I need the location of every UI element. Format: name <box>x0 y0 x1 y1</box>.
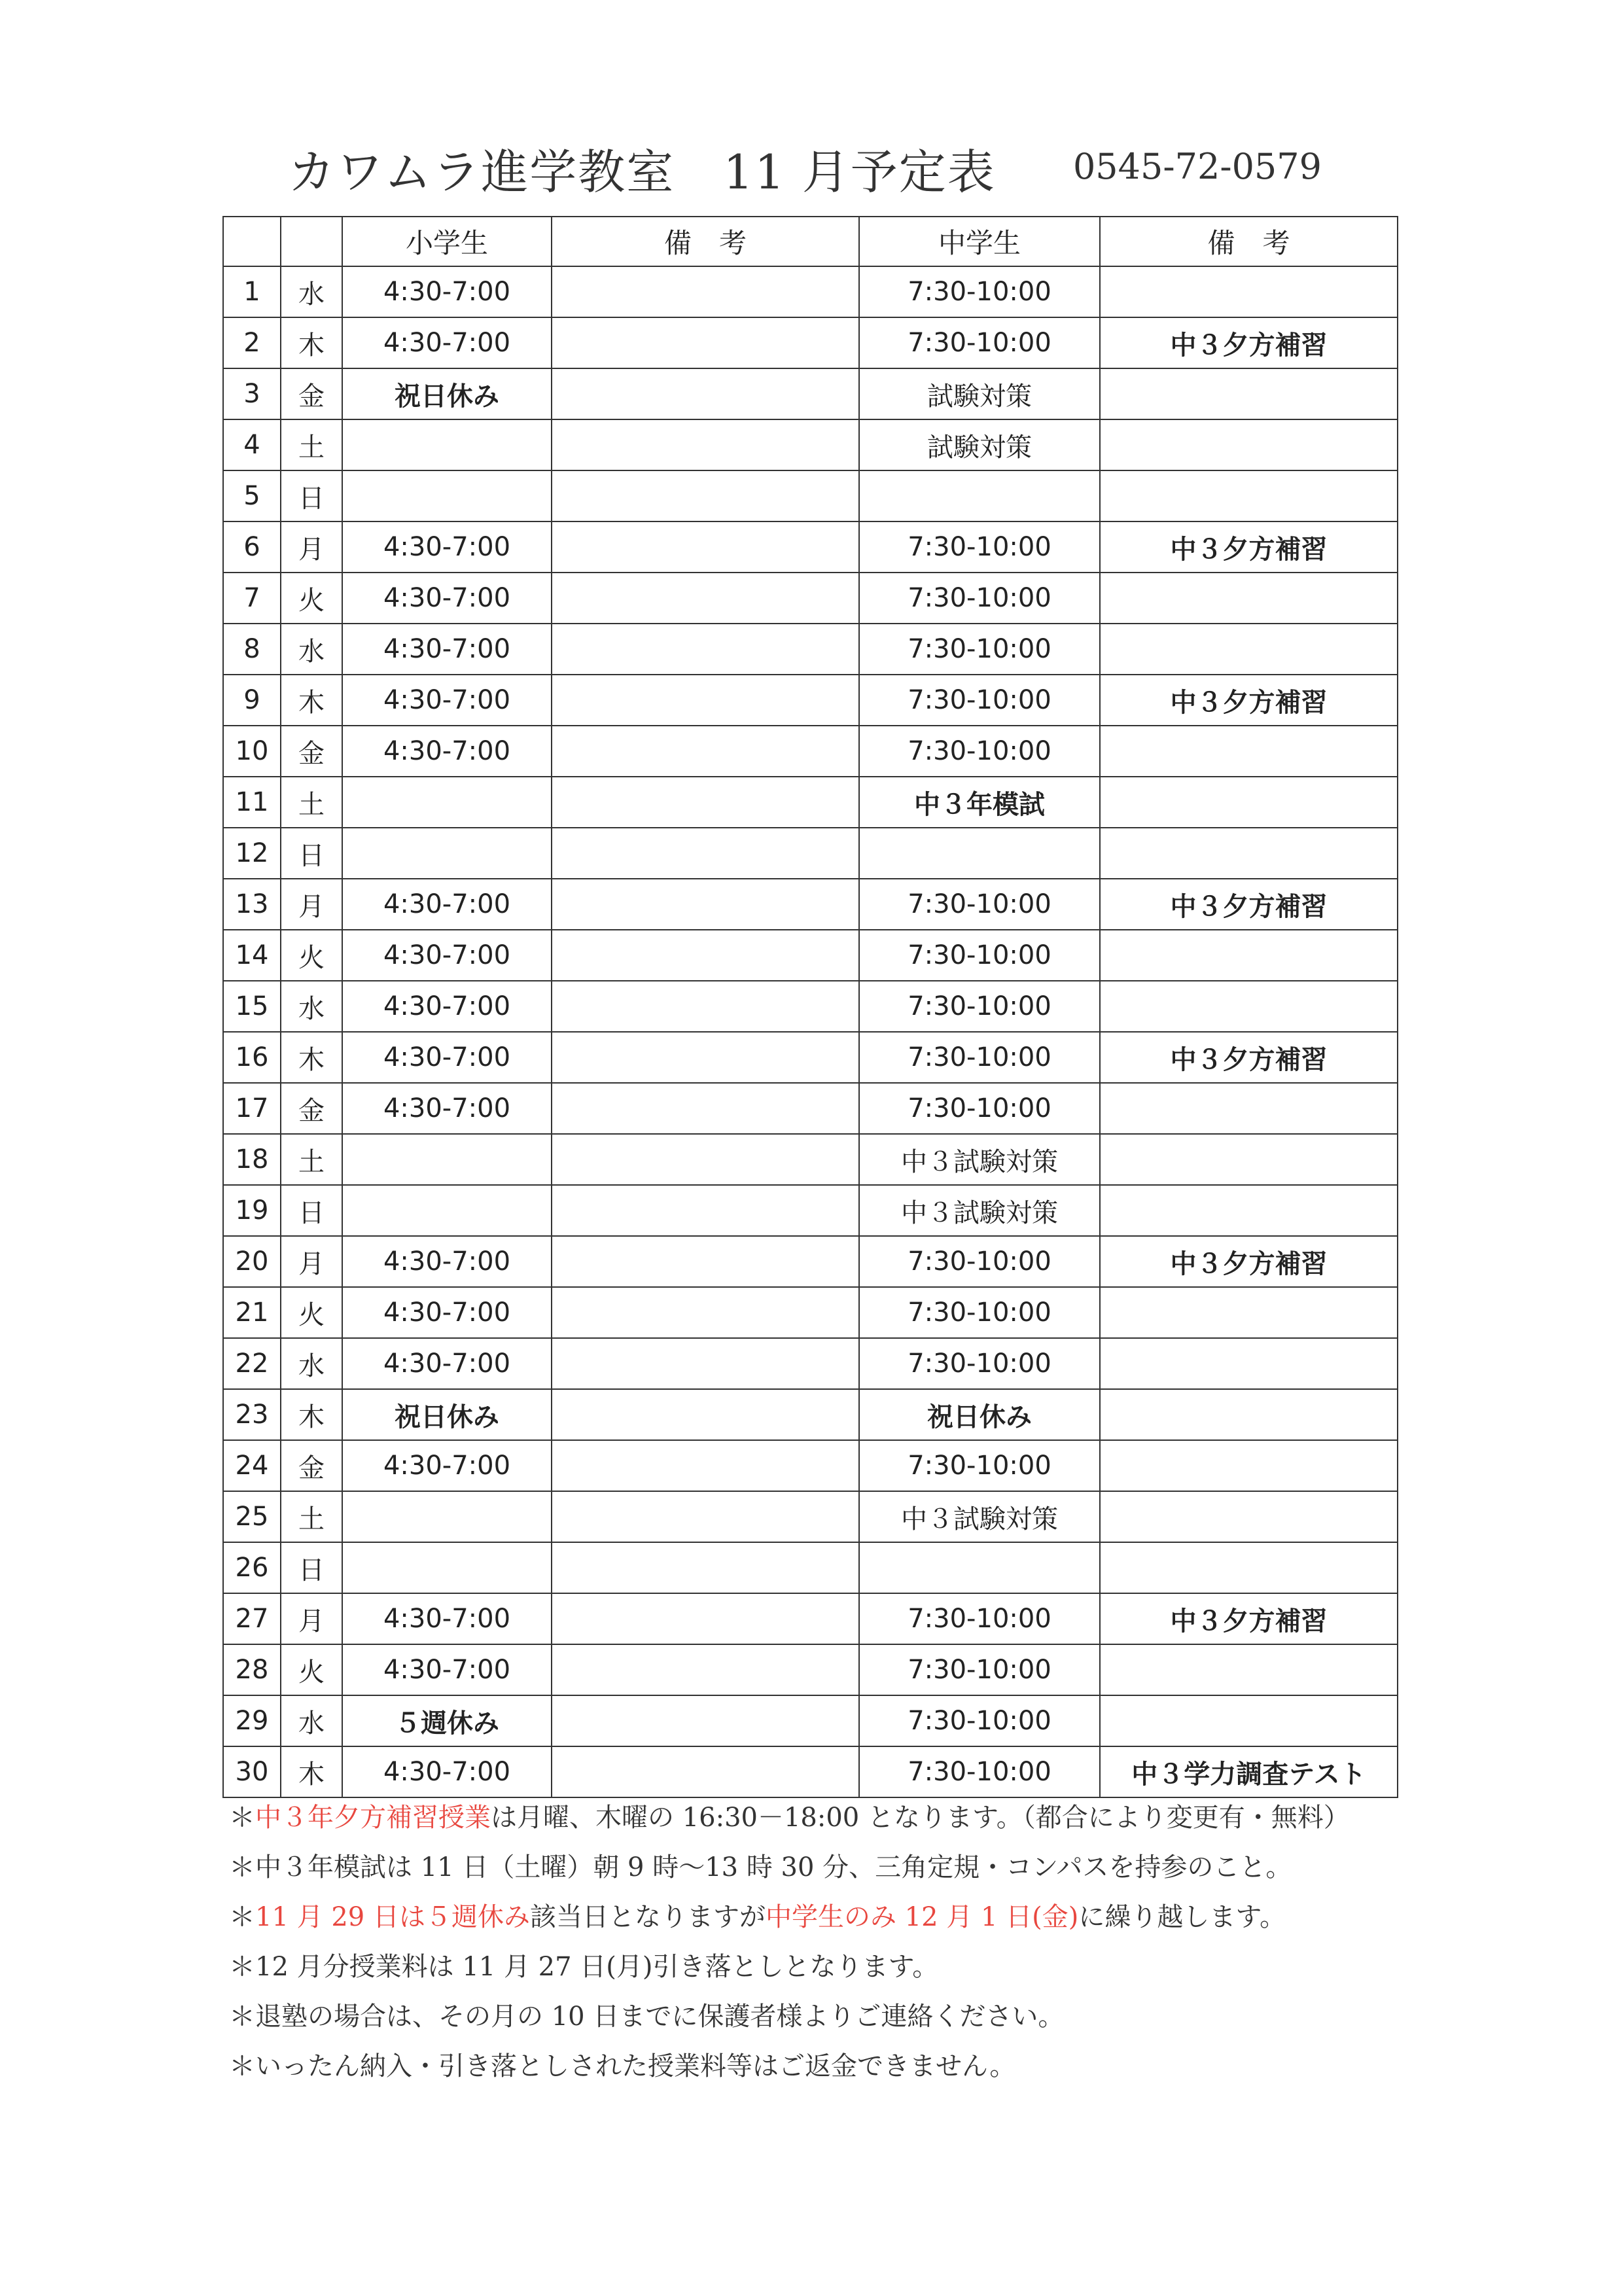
table-row <box>223 1746 1398 1797</box>
weekday-cell: 金 <box>281 368 342 419</box>
junior-high-note-cell <box>1100 573 1398 624</box>
junior-high-cell: 7:30-10:00 <box>859 317 1100 368</box>
table-row <box>223 1032 1398 1083</box>
note-line <box>229 2041 1407 2091</box>
day-cell: 11 <box>223 777 281 828</box>
junior-high-note-cell <box>1100 368 1398 419</box>
weekday-cell: 金 <box>281 1083 342 1134</box>
day-cell: 26 <box>223 1542 281 1593</box>
weekday-cell: 月 <box>281 1593 342 1644</box>
table-row <box>223 930 1398 981</box>
junior-high-note-cell: 中３夕方補習 <box>1100 675 1398 726</box>
header-junior-high: 中学生 <box>859 217 1100 266</box>
note-line <box>229 1793 1407 1843</box>
junior-high-cell: 中３試験対策 <box>859 1134 1100 1185</box>
junior-high-cell: 試験対策 <box>859 368 1100 419</box>
weekday-cell: 土 <box>281 419 342 470</box>
elementary-note-cell <box>552 1542 859 1593</box>
header-junior-high-notes: 備 考 <box>1100 217 1398 266</box>
elementary-cell: 4:30-7:00 <box>342 675 552 726</box>
table-header-row <box>223 217 1398 266</box>
elementary-note-cell <box>552 726 859 777</box>
elementary-cell: 4:30-7:00 <box>342 930 552 981</box>
elementary-cell: 4:30-7:00 <box>342 1440 552 1491</box>
note-text: ＊ <box>229 1902 255 1932</box>
day-cell: 15 <box>223 981 281 1032</box>
elementary-cell: 4:30-7:00 <box>342 726 552 777</box>
junior-high-note-cell <box>1100 1134 1398 1185</box>
table-row <box>223 317 1398 368</box>
junior-high-cell: 7:30-10:00 <box>859 930 1100 981</box>
weekday-cell: 日 <box>281 1542 342 1593</box>
elementary-note-cell <box>552 573 859 624</box>
day-cell: 19 <box>223 1185 281 1236</box>
junior-high-note-cell: 中３夕方補習 <box>1100 521 1398 573</box>
weekday-cell: 木 <box>281 1746 342 1797</box>
day-cell: 13 <box>223 879 281 930</box>
elementary-cell: 4:30-7:00 <box>342 1083 552 1134</box>
junior-high-note-cell <box>1100 930 1398 981</box>
weekday-cell: 土 <box>281 777 342 828</box>
junior-high-note-cell <box>1100 1644 1398 1695</box>
elementary-cell: 4:30-7:00 <box>342 624 552 675</box>
table-row <box>223 1389 1398 1440</box>
header-day <box>223 217 281 266</box>
note-line <box>229 1843 1407 1892</box>
table-row <box>223 1491 1398 1542</box>
elementary-note-cell <box>552 1695 859 1746</box>
elementary-note-cell <box>552 470 859 521</box>
junior-high-cell: 7:30-10:00 <box>859 624 1100 675</box>
junior-high-note-cell <box>1100 419 1398 470</box>
schedule-table <box>222 216 1398 1798</box>
weekday-cell: 水 <box>281 981 342 1032</box>
day-cell: 2 <box>223 317 281 368</box>
junior-high-cell <box>859 470 1100 521</box>
elementary-cell <box>342 1185 552 1236</box>
elementary-note-cell <box>552 981 859 1032</box>
elementary-cell: 4:30-7:00 <box>342 1287 552 1338</box>
note-highlight: 11 月 29 日は５週休み <box>255 1902 530 1932</box>
weekday-cell: 金 <box>281 726 342 777</box>
junior-high-cell: 中３試験対策 <box>859 1491 1100 1542</box>
table-row <box>223 1083 1398 1134</box>
elementary-note-cell <box>552 1134 859 1185</box>
elementary-cell: 祝日休み <box>342 1389 552 1440</box>
junior-high-cell: 7:30-10:00 <box>859 1644 1100 1695</box>
junior-high-cell: 7:30-10:00 <box>859 726 1100 777</box>
day-cell: 25 <box>223 1491 281 1542</box>
elementary-note-cell <box>552 1491 859 1542</box>
weekday-cell: 火 <box>281 573 342 624</box>
note-text: は月曜、木曜の 16:30－18:00 となります。（都合により変更有・無料） <box>491 1803 1350 1833</box>
junior-high-cell: 7:30-10:00 <box>859 1593 1100 1644</box>
table-row <box>223 828 1398 879</box>
junior-high-note-cell <box>1100 1389 1398 1440</box>
junior-high-note-cell <box>1100 726 1398 777</box>
notes-section <box>229 1793 1407 2091</box>
weekday-cell: 月 <box>281 879 342 930</box>
note-text: ＊12 月分授業料は 11 月 27 日(月)引き落としとなります。 <box>229 1952 939 1982</box>
elementary-cell: 4:30-7:00 <box>342 573 552 624</box>
table-row <box>223 1236 1398 1287</box>
day-cell: 3 <box>223 368 281 419</box>
elementary-cell: 祝日休み <box>342 368 552 419</box>
weekday-cell: 金 <box>281 1440 342 1491</box>
note-highlight: 中３年夕方補習授業 <box>255 1803 491 1833</box>
weekday-cell: 火 <box>281 1287 342 1338</box>
elementary-cell <box>342 828 552 879</box>
weekday-cell: 日 <box>281 470 342 521</box>
day-cell: 28 <box>223 1644 281 1695</box>
junior-high-note-cell: 中３夕方補習 <box>1100 1032 1398 1083</box>
elementary-note-cell <box>552 1185 859 1236</box>
elementary-cell <box>342 777 552 828</box>
elementary-cell <box>342 1134 552 1185</box>
elementary-cell <box>342 1491 552 1542</box>
weekday-cell: 木 <box>281 317 342 368</box>
elementary-cell: 4:30-7:00 <box>342 981 552 1032</box>
elementary-note-cell <box>552 930 859 981</box>
day-cell: 4 <box>223 419 281 470</box>
day-cell: 16 <box>223 1032 281 1083</box>
elementary-cell: 4:30-7:00 <box>342 1338 552 1389</box>
weekday-cell: 日 <box>281 1185 342 1236</box>
elementary-cell <box>342 470 552 521</box>
elementary-cell: 4:30-7:00 <box>342 1032 552 1083</box>
table-row <box>223 521 1398 573</box>
elementary-note-cell <box>552 1389 859 1440</box>
table-row <box>223 1542 1398 1593</box>
table-row <box>223 1338 1398 1389</box>
elementary-note-cell <box>552 1746 859 1797</box>
day-cell: 7 <box>223 573 281 624</box>
junior-high-cell: 7:30-10:00 <box>859 1236 1100 1287</box>
junior-high-note-cell <box>1100 470 1398 521</box>
junior-high-cell: 7:30-10:00 <box>859 266 1100 317</box>
day-cell: 27 <box>223 1593 281 1644</box>
table-row <box>223 1185 1398 1236</box>
weekday-cell: 木 <box>281 1032 342 1083</box>
note-line <box>229 1892 1407 1942</box>
note-text: に繰り越します。 <box>1078 1902 1286 1932</box>
weekday-cell: 木 <box>281 1389 342 1440</box>
day-cell: 20 <box>223 1236 281 1287</box>
page-header <box>288 134 1361 206</box>
junior-high-note-cell <box>1100 1185 1398 1236</box>
weekday-cell: 火 <box>281 930 342 981</box>
note-line <box>229 1992 1407 2041</box>
elementary-note-cell <box>552 1644 859 1695</box>
day-cell: 23 <box>223 1389 281 1440</box>
weekday-cell: 土 <box>281 1134 342 1185</box>
junior-high-note-cell: 中３夕方補習 <box>1100 879 1398 930</box>
junior-high-note-cell <box>1100 266 1398 317</box>
junior-high-cell: 7:30-10:00 <box>859 521 1100 573</box>
junior-high-note-cell <box>1100 777 1398 828</box>
junior-high-note-cell <box>1100 1083 1398 1134</box>
weekday-cell: 水 <box>281 624 342 675</box>
elementary-note-cell <box>552 879 859 930</box>
junior-high-note-cell <box>1100 1440 1398 1491</box>
day-cell: 17 <box>223 1083 281 1134</box>
junior-high-cell: 7:30-10:00 <box>859 675 1100 726</box>
elementary-note-cell <box>552 521 859 573</box>
junior-high-cell: 7:30-10:00 <box>859 1338 1100 1389</box>
elementary-cell: 4:30-7:00 <box>342 1236 552 1287</box>
day-cell: 5 <box>223 470 281 521</box>
day-cell: 29 <box>223 1695 281 1746</box>
elementary-cell: ５週休み <box>342 1695 552 1746</box>
junior-high-cell: 7:30-10:00 <box>859 1440 1100 1491</box>
table-row <box>223 1134 1398 1185</box>
elementary-cell: 4:30-7:00 <box>342 1644 552 1695</box>
note-highlight: 中学生のみ 12 月 1 日(金) <box>765 1902 1079 1932</box>
table-row <box>223 777 1398 828</box>
junior-high-cell: 7:30-10:00 <box>859 1695 1100 1746</box>
junior-high-cell: 祝日休み <box>859 1389 1100 1440</box>
day-cell: 21 <box>223 1287 281 1338</box>
junior-high-cell: 7:30-10:00 <box>859 1032 1100 1083</box>
table-row <box>223 1287 1398 1338</box>
junior-high-note-cell: 中３夕方補習 <box>1100 1236 1398 1287</box>
note-text: ＊中３年模試は 11 日（土曜）朝 9 時～13 時 30 分、三角定規・コンパスを持参のこと。 <box>229 1852 1292 1882</box>
junior-high-note-cell <box>1100 1287 1398 1338</box>
elementary-note-cell <box>552 368 859 419</box>
elementary-note-cell <box>552 1440 859 1491</box>
junior-high-note-cell <box>1100 1338 1398 1389</box>
table-row <box>223 981 1398 1032</box>
table-row <box>223 675 1398 726</box>
table-row <box>223 368 1398 419</box>
elementary-note-cell <box>552 1236 859 1287</box>
weekday-cell: 木 <box>281 675 342 726</box>
day-cell: 22 <box>223 1338 281 1389</box>
junior-high-cell: 中３試験対策 <box>859 1185 1100 1236</box>
table-row <box>223 419 1398 470</box>
day-cell: 6 <box>223 521 281 573</box>
header-elementary: 小学生 <box>342 217 552 266</box>
header-elementary-notes: 備 考 <box>552 217 859 266</box>
elementary-cell: 4:30-7:00 <box>342 266 552 317</box>
day-cell: 14 <box>223 930 281 981</box>
junior-high-cell: 7:30-10:00 <box>859 879 1100 930</box>
table-row <box>223 573 1398 624</box>
junior-high-note-cell <box>1100 1542 1398 1593</box>
elementary-note-cell <box>552 624 859 675</box>
day-cell: 24 <box>223 1440 281 1491</box>
elementary-cell: 4:30-7:00 <box>342 879 552 930</box>
day-cell: 1 <box>223 266 281 317</box>
table-row <box>223 624 1398 675</box>
elementary-cell: 4:30-7:00 <box>342 1746 552 1797</box>
weekday-cell: 土 <box>281 1491 342 1542</box>
elementary-note-cell <box>552 1032 859 1083</box>
elementary-cell <box>342 419 552 470</box>
elementary-note-cell <box>552 777 859 828</box>
day-cell: 30 <box>223 1746 281 1797</box>
junior-high-note-cell <box>1100 624 1398 675</box>
weekday-cell: 月 <box>281 1236 342 1287</box>
note-text: ＊いったん納入・引き落としされた授業料等はご返金できません。 <box>229 2051 1016 2081</box>
elementary-note-cell <box>552 1338 859 1389</box>
day-cell: 18 <box>223 1134 281 1185</box>
elementary-note-cell <box>552 675 859 726</box>
table-row <box>223 879 1398 930</box>
note-line <box>229 1942 1407 1992</box>
table-row <box>223 1593 1398 1644</box>
junior-high-note-cell <box>1100 981 1398 1032</box>
junior-high-note-cell <box>1100 1491 1398 1542</box>
junior-high-cell: 7:30-10:00 <box>859 573 1100 624</box>
day-cell: 12 <box>223 828 281 879</box>
junior-high-cell <box>859 828 1100 879</box>
elementary-note-cell <box>552 1593 859 1644</box>
page-title: カワムラ進学教室 11 月予定表 <box>288 145 996 200</box>
elementary-note-cell <box>552 828 859 879</box>
weekday-cell: 水 <box>281 1338 342 1389</box>
table-row <box>223 470 1398 521</box>
elementary-note-cell <box>552 317 859 368</box>
elementary-cell: 4:30-7:00 <box>342 1593 552 1644</box>
elementary-cell: 4:30-7:00 <box>342 317 552 368</box>
weekday-cell: 火 <box>281 1644 342 1695</box>
junior-high-note-cell <box>1100 1695 1398 1746</box>
note-text: ＊退塾の場合は、その月の 10 日までに保護者様よりご連絡ください。 <box>229 2002 1065 2032</box>
day-cell: 9 <box>223 675 281 726</box>
table-row <box>223 1695 1398 1746</box>
junior-high-note-cell <box>1100 828 1398 879</box>
junior-high-cell <box>859 1542 1100 1593</box>
phone-number: 0545-72-0579 <box>1072 146 1322 187</box>
weekday-cell: 日 <box>281 828 342 879</box>
elementary-note-cell <box>552 419 859 470</box>
junior-high-cell: 7:30-10:00 <box>859 1746 1100 1797</box>
day-cell: 10 <box>223 726 281 777</box>
table-row <box>223 1440 1398 1491</box>
weekday-cell: 水 <box>281 1695 342 1746</box>
schedule-body <box>223 266 1398 1797</box>
junior-high-cell: 7:30-10:00 <box>859 981 1100 1032</box>
note-text: ＊ <box>229 1803 255 1833</box>
weekday-cell: 水 <box>281 266 342 317</box>
elementary-note-cell <box>552 1083 859 1134</box>
junior-high-cell: 7:30-10:00 <box>859 1287 1100 1338</box>
junior-high-note-cell: 中３夕方補習 <box>1100 1593 1398 1644</box>
junior-high-cell: 試験対策 <box>859 419 1100 470</box>
elementary-cell: 4:30-7:00 <box>342 521 552 573</box>
table-row <box>223 1644 1398 1695</box>
day-cell: 8 <box>223 624 281 675</box>
note-text: 該当日となりますが <box>529 1902 766 1932</box>
header-weekday <box>281 217 342 266</box>
junior-high-note-cell: 中３学力調査テスト <box>1100 1746 1398 1797</box>
junior-high-cell: 中３年模試 <box>859 777 1100 828</box>
elementary-note-cell <box>552 1287 859 1338</box>
elementary-cell <box>342 1542 552 1593</box>
weekday-cell: 月 <box>281 521 342 573</box>
table-row <box>223 726 1398 777</box>
junior-high-cell: 7:30-10:00 <box>859 1083 1100 1134</box>
elementary-note-cell <box>552 266 859 317</box>
table-row <box>223 266 1398 317</box>
junior-high-note-cell: 中３夕方補習 <box>1100 317 1398 368</box>
